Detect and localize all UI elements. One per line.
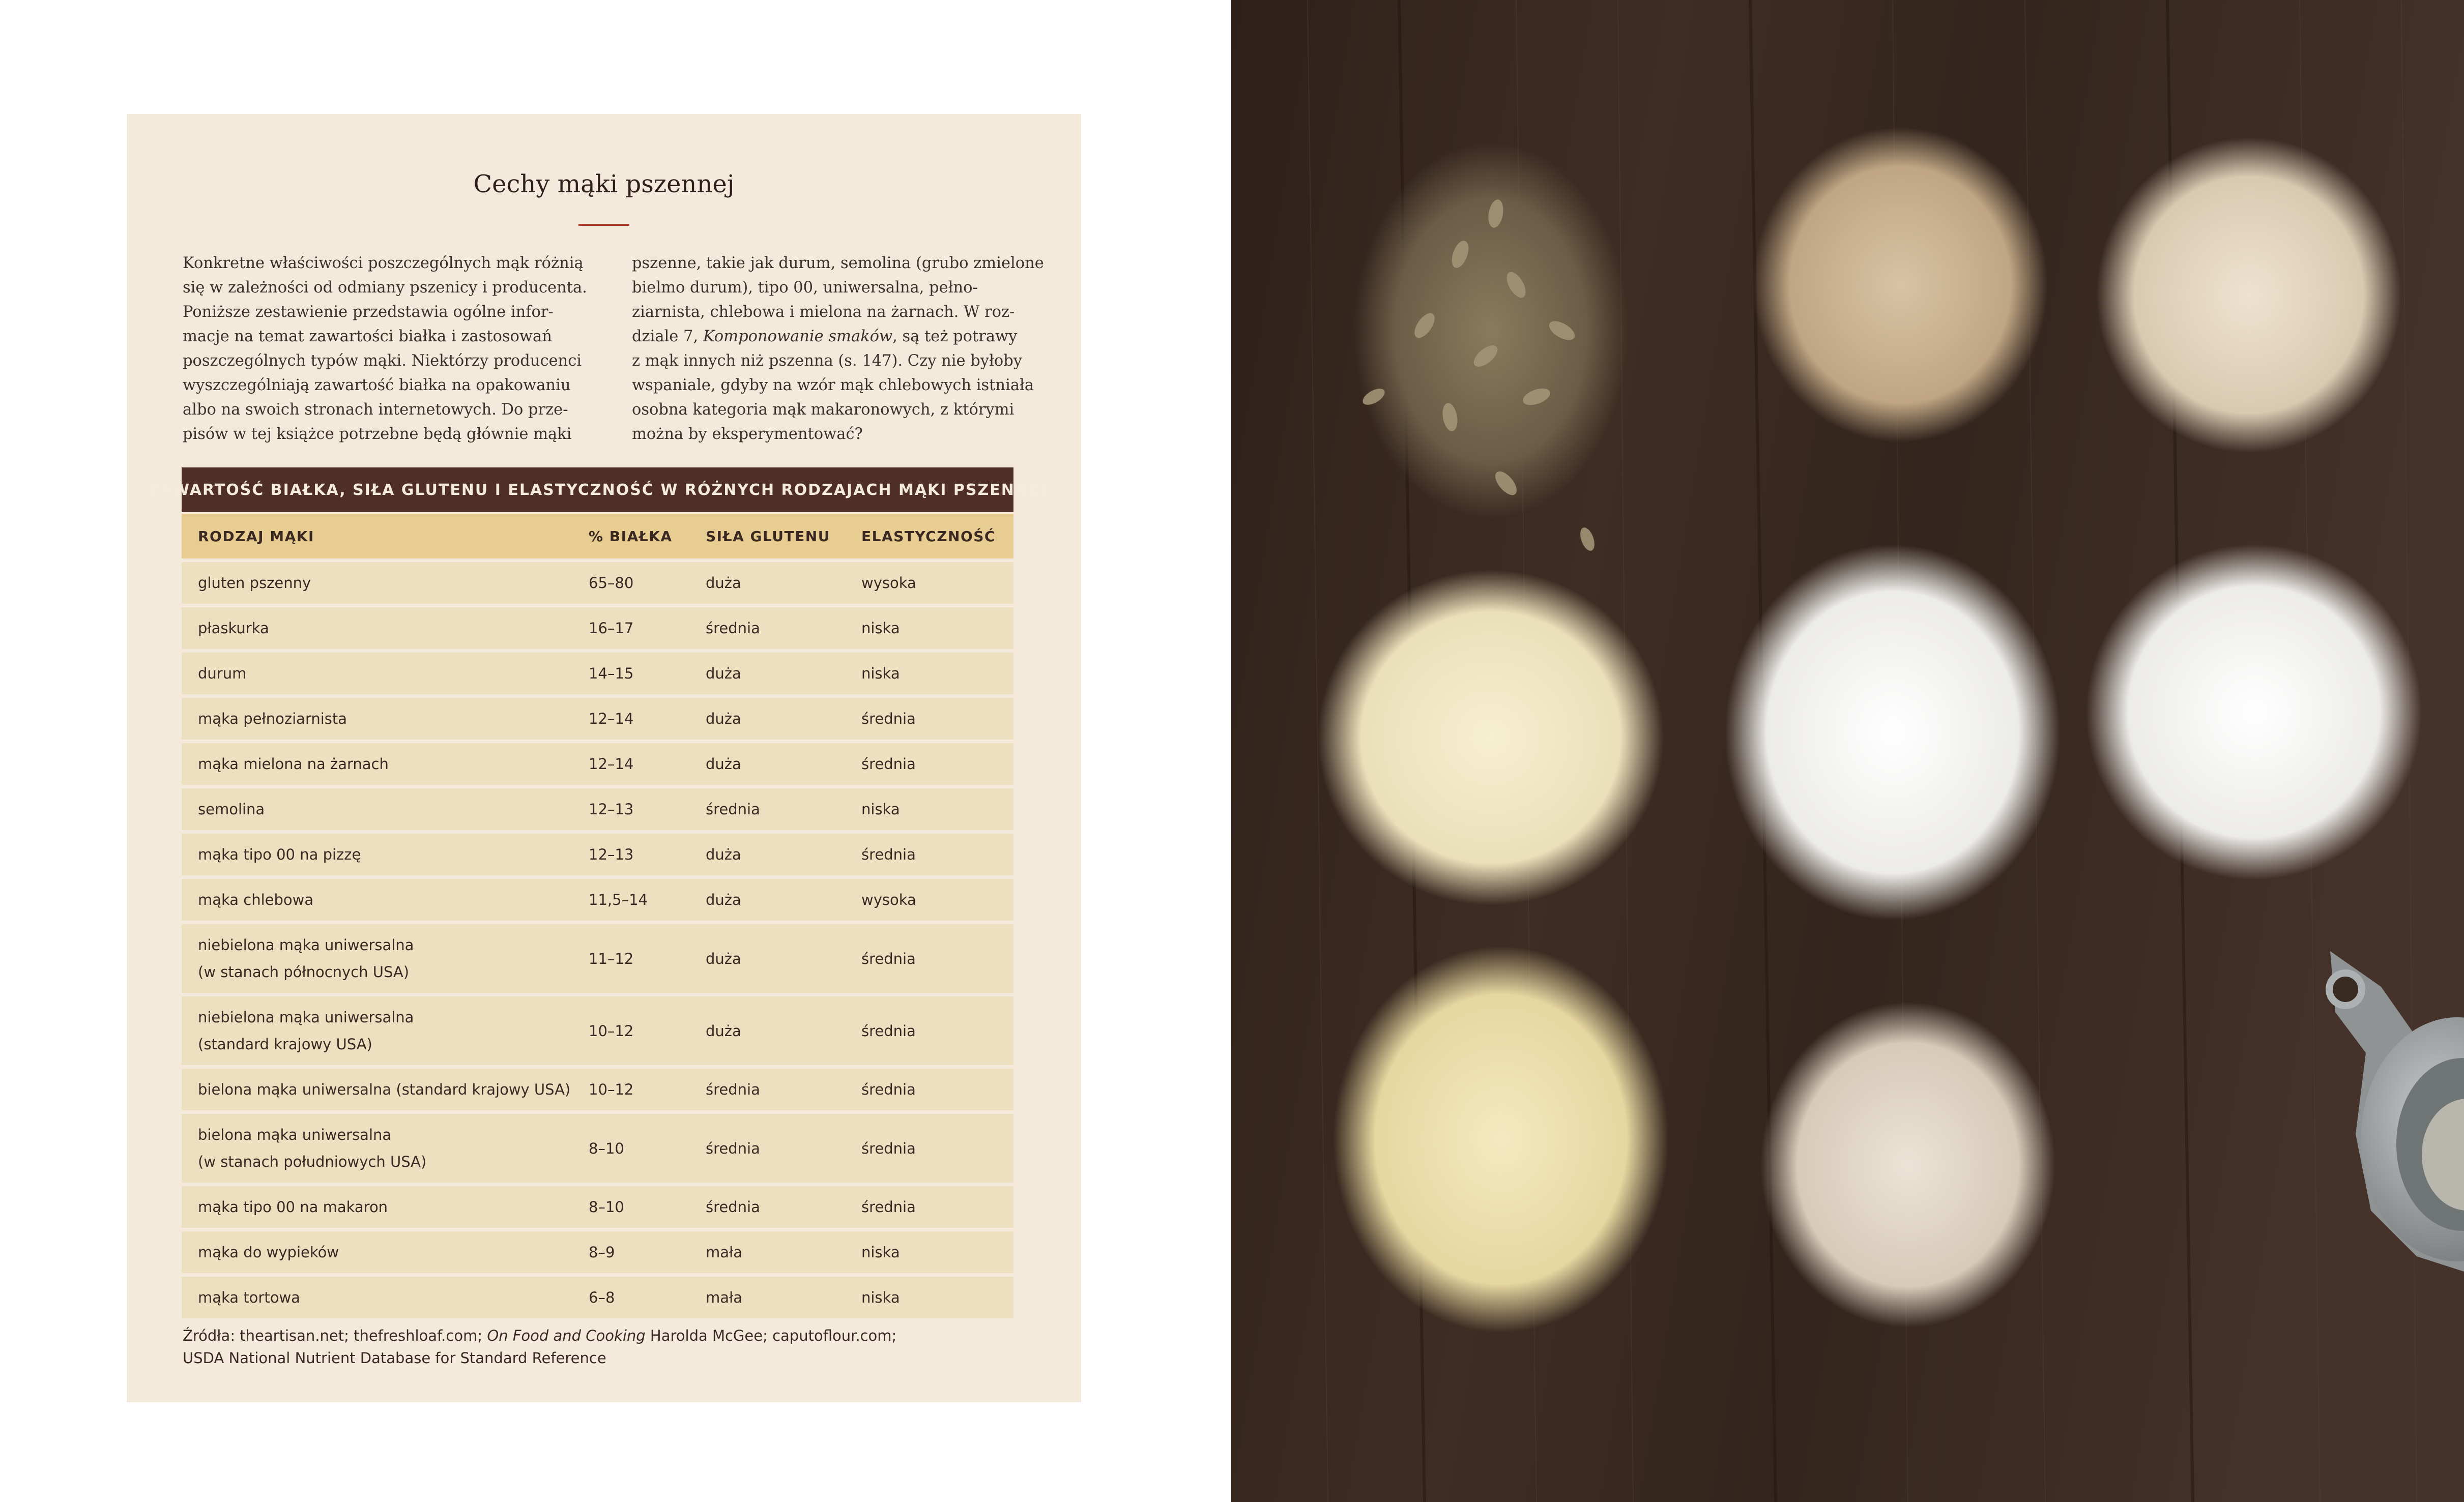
table-body	[182, 562, 1013, 1318]
flour-type-line: niebielona mąka uniwersalna	[198, 1008, 414, 1026]
intro-line: z mąk innych niż pszenna (s. 147). Czy nie byłoby	[632, 352, 1023, 370]
sources-book-title: On Food and Cooking	[487, 1327, 646, 1344]
stoneground-pile	[1760, 1002, 2055, 1328]
cell-elasticity: średnia	[861, 755, 916, 773]
cell-elasticity: średnia	[861, 846, 916, 863]
flour-type-line: bielona mąka uniwersalna (standard krajowy USA)	[198, 1080, 571, 1098]
intro-line	[632, 325, 1024, 349]
bran-pile	[1753, 127, 2048, 443]
cell-flour-type	[198, 996, 574, 1065]
cell-flour-type	[198, 653, 574, 694]
flour-type-line: mąka tortowa	[198, 1288, 300, 1306]
flour-type-text	[198, 660, 246, 687]
header-protein: % BIAŁKA	[589, 527, 673, 545]
flour-type-line: (standard krajowy USA)	[198, 1035, 372, 1053]
cell-gluten: duża	[706, 574, 741, 592]
page-title: Cechy mąki pszennej	[473, 170, 735, 198]
intro-line: można by eksperymentować?	[632, 425, 863, 443]
intro-line: Konkretne właściwości poszczególnych mąk różnią	[183, 254, 584, 272]
cell-flour-type	[198, 1069, 574, 1110]
cell-flour-type	[198, 1277, 574, 1318]
cell-gluten: duża	[706, 950, 741, 967]
intro-line: wyszczególniają zawartość białka na opakowaniu	[183, 376, 571, 394]
flour-type-text	[198, 1284, 300, 1311]
cell-gluten: średnia	[706, 620, 760, 637]
cell-protein: 8–10	[589, 1198, 624, 1216]
table-row	[182, 562, 1013, 604]
cell-elasticity: niska	[861, 801, 900, 818]
table-row	[182, 996, 1013, 1065]
cell-protein: 12–14	[589, 710, 634, 727]
table-row	[182, 1114, 1013, 1183]
flour-type-line: (w stanach południowych USA)	[198, 1153, 427, 1170]
intro-line: się w zależności od odmiany pszenicy i producenta.	[183, 279, 587, 297]
table-row	[182, 924, 1013, 993]
flour-photo-image	[1231, 0, 2464, 1502]
cell-elasticity: średnia	[861, 1022, 916, 1040]
intro-line: Poniższe zestawienie przedstawia ogólne infor-	[183, 303, 554, 321]
flour-type-text	[198, 1004, 414, 1058]
flour-photo	[1231, 0, 2464, 1502]
cell-gluten: duża	[706, 755, 741, 773]
cell-gluten: duża	[706, 710, 741, 727]
intro-text: dziale 7,	[632, 328, 703, 345]
intro-column-1	[183, 251, 587, 447]
intro-line: wspaniale, gdyby na wzór mąk chlebowych istniała	[632, 376, 1034, 394]
flour-type-line: niebielona mąka uniwersalna	[198, 936, 414, 954]
cell-protein: 10–12	[589, 1022, 634, 1040]
flour-type-text	[198, 887, 313, 914]
cell-gluten: średnia	[706, 1081, 760, 1098]
sources-suffix: Harolda McGee; caputoflour.com;	[645, 1327, 897, 1344]
cell-flour-type	[198, 924, 574, 993]
cell-elasticity: średnia	[861, 950, 916, 967]
cell-elasticity: wysoka	[861, 891, 916, 908]
flour-type-line: gluten pszenny	[198, 574, 311, 592]
cell-protein: 11–12	[589, 950, 634, 967]
header-gluten: SIŁA GLUTENU	[706, 527, 830, 545]
cell-protein: 10–12	[589, 1081, 634, 1098]
table-row	[182, 607, 1013, 649]
semolina-pile	[1333, 946, 1669, 1333]
sidebar-box	[127, 114, 1081, 1402]
intro-line: pisów w tej książce potrzebne będą głównie mąki	[183, 425, 572, 443]
cell-protein: 12–14	[589, 755, 634, 773]
flour-type-line: mąka mielona na żarnach	[198, 755, 389, 773]
cell-gluten: duża	[706, 1022, 741, 1040]
flour-type-text	[198, 932, 414, 986]
cell-protein: 12–13	[589, 846, 634, 863]
flour-type-text	[198, 1194, 388, 1221]
flour-type-line: (w stanach północnych USA)	[198, 963, 410, 981]
cell-flour-type	[198, 1114, 574, 1183]
table-row	[182, 834, 1013, 875]
table-row	[182, 1231, 1013, 1273]
flour-type-text	[198, 796, 265, 823]
cell-flour-type	[198, 834, 574, 875]
pale-flour-pile	[1318, 570, 1664, 905]
cell-flour-type	[198, 698, 574, 740]
flour-type-line: płaskurka	[198, 619, 269, 637]
cell-gluten: średnia	[706, 1198, 760, 1216]
cell-elasticity: średnia	[861, 1139, 916, 1157]
cell-protein: 16–17	[589, 620, 634, 637]
table-row	[182, 698, 1013, 740]
cell-elasticity: wysoka	[861, 574, 916, 592]
chapter-title-italic: Komponowanie smaków	[703, 328, 893, 345]
cell-flour-type	[198, 607, 574, 649]
header-elasticity: ELASTYCZNOŚĆ	[861, 527, 996, 545]
cell-gluten: mała	[706, 1289, 743, 1306]
cell-protein: 8–10	[589, 1139, 624, 1157]
intro-line: macje na temat zawartości białka i zastosowań	[183, 328, 552, 345]
table-row	[182, 1186, 1013, 1228]
sources-prefix: Źródła: theartisan.net; thefreshloaf.com;	[183, 1327, 487, 1344]
cell-flour-type	[198, 788, 574, 830]
cell-flour-type	[198, 743, 574, 785]
sources-note	[183, 1324, 1048, 1369]
cell-elasticity: średnia	[861, 710, 916, 727]
flour-type-line: mąka pełnoziarnista	[198, 710, 347, 727]
header-flour-type: RODZAJ MĄKI	[198, 527, 314, 545]
cell-flour-type	[198, 1231, 574, 1273]
cell-elasticity: niska	[861, 620, 900, 637]
left-page	[0, 0, 1231, 1502]
flour-type-line: bielona mąka uniwersalna	[198, 1126, 392, 1143]
table-row	[182, 788, 1013, 830]
sources-line-2: USDA National Nutrient Database for Standard Reference	[183, 1349, 606, 1367]
flour-type-text	[198, 841, 361, 868]
flour-type-text	[198, 1076, 570, 1103]
cell-gluten: duża	[706, 846, 741, 863]
cell-protein: 11,5–14	[589, 891, 648, 908]
cell-elasticity: niska	[861, 1289, 900, 1306]
flour-type-text	[198, 1122, 426, 1175]
cell-gluten: mała	[706, 1244, 743, 1261]
flour-type-line: durum	[198, 664, 247, 682]
cell-protein: 65–80	[589, 574, 634, 592]
intro-line: osobna kategoria mąk makaronowych, z którymi	[632, 401, 1014, 419]
title-underline	[578, 224, 629, 226]
flour-table	[148, 467, 1047, 1318]
flour-type-line: mąka tipo 00 na pizzę	[198, 845, 361, 863]
sources-line-1	[183, 1324, 1048, 1347]
intro-text: , są też potrawy	[892, 328, 1018, 345]
cell-protein: 12–13	[589, 801, 634, 818]
flour-type-line: mąka chlebowa	[198, 891, 314, 908]
white-flour-pile-2	[2086, 544, 2422, 880]
cell-flour-type	[198, 562, 574, 604]
flour-type-line: mąka do wypieków	[198, 1243, 339, 1261]
flour-type-text	[198, 570, 311, 597]
cell-elasticity: niska	[861, 1244, 900, 1261]
cell-elasticity: średnia	[861, 1198, 916, 1216]
cell-protein: 14–15	[589, 665, 634, 682]
flour-type-text	[198, 615, 269, 642]
table-row	[182, 1277, 1013, 1318]
intro-line: bielmo durum), tipo 00, uniwersalna, pełno-	[632, 279, 978, 297]
flour-type-text	[198, 1239, 339, 1266]
white-flour-pile	[1725, 544, 2061, 921]
flour-type-line: semolina	[198, 800, 265, 818]
intro-column-2	[632, 251, 1044, 447]
intro-line: poszczególnych typów mąki. Niektórzy producenci	[183, 352, 582, 370]
flour-type-text	[198, 751, 389, 778]
intro-line: pszenne, takie jak durum, semolina (grubo zmielone	[632, 254, 1044, 272]
table-banner: ZAWARTOŚĆ BIAŁKA, SIŁA GLUTENU I ELASTYCZNOŚĆ W RÓŻNYCH RODZAJACH MĄKI PSZENNEJ	[182, 467, 1013, 512]
table-header-row	[182, 514, 1013, 558]
flour-type-text	[198, 705, 347, 732]
table-row	[182, 1069, 1013, 1110]
cell-gluten: średnia	[706, 801, 760, 818]
cell-protein: 6–8	[589, 1289, 615, 1306]
table-row	[182, 653, 1013, 694]
flour-type-line: mąka tipo 00 na makaron	[198, 1198, 388, 1216]
cell-flour-type	[198, 1186, 574, 1228]
cell-protein: 8–9	[589, 1244, 615, 1261]
table-row	[182, 879, 1013, 921]
cell-flour-type	[198, 879, 574, 921]
cell-elasticity: niska	[861, 665, 900, 682]
intro-line: ziarnista, chlebowa i mielona na żarnach. W roz-	[632, 303, 1015, 321]
table-row	[182, 743, 1013, 785]
wholemeal-pile	[2096, 137, 2401, 453]
cell-gluten: duża	[706, 891, 741, 908]
cell-gluten: duża	[706, 665, 741, 682]
intro-line: albo na swoich stronach internetowych. Do prze-	[183, 401, 568, 419]
cell-elasticity: średnia	[861, 1081, 916, 1098]
cell-gluten: średnia	[706, 1139, 760, 1157]
